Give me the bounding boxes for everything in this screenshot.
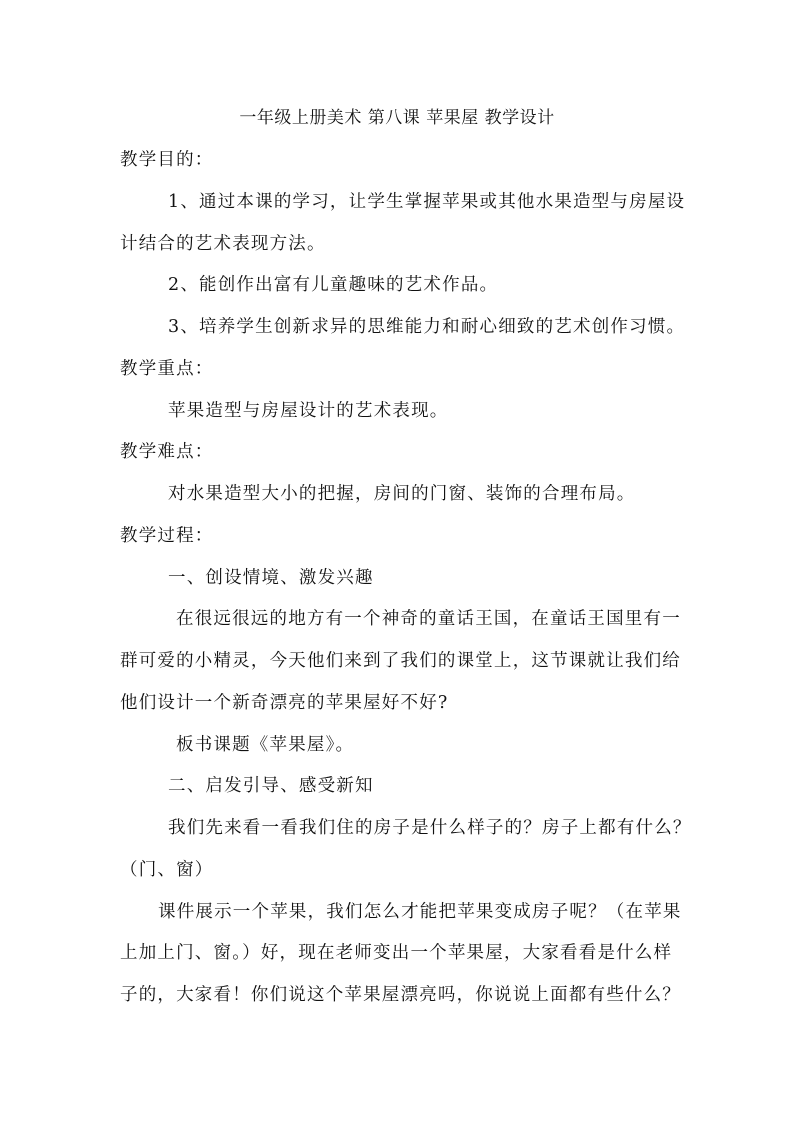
key-points-text: 苹果造型与房屋设计的艺术表现。 — [168, 401, 449, 421]
section-1-para-line-2: 群可爱的小精灵，今天他们来到了我们的课堂上，这节课就让我们给 — [120, 651, 681, 671]
heading-key-points: 教学重点： — [120, 359, 214, 379]
section-2-para-1-line-2: （门、窗） — [120, 860, 214, 880]
blackboard-title: 板书课题《苹果屋》。 — [176, 735, 355, 755]
goal-1-line-2: 计结合的艺术表现方法。 — [120, 234, 326, 254]
section-1-para-line-1: 在很远很远的地方有一个神奇的童话王国，在童话王国里有一 — [176, 609, 681, 629]
section-2-para-1-line-1: 我们先来看一看我们住的房子是什么样子的？房子上都有什么？ — [168, 818, 692, 838]
section-1-heading: 一、创设情境、激发兴趣 — [168, 568, 374, 588]
section-2-para-2-line-3: 子的，大家看！你们说这个苹果屋漂亮吗，你说说上面都有些什么？ — [120, 985, 681, 1005]
document-title: 一年级上册美术 第八课 苹果屋 教学设计 — [239, 108, 555, 128]
difficulties-text: 对水果造型大小的把握，房间的门窗、装饰的合理布局。 — [168, 484, 636, 504]
heading-teaching-goals: 教学目的： — [120, 150, 214, 170]
section-2-para-2-line-1: 课件展示一个苹果，我们怎么才能把苹果变成房子呢？（在苹果 — [158, 902, 682, 922]
section-1-para-line-3: 他们设计一个新奇漂亮的苹果屋好不好? — [120, 693, 449, 713]
heading-process: 教学过程： — [120, 526, 214, 546]
goal-2: 2、能创作出富有儿童趣味的艺术作品。 — [168, 275, 499, 295]
goal-1-line-1: 1、通过本课的学习，让学生掌握苹果或其他水果造型与房屋设 — [168, 192, 686, 212]
goal-3: 3、培养学生创新求异的思维能力和耐心细致的艺术创作习惯。 — [168, 317, 686, 337]
section-2-heading: 二、启发引导、感受新知 — [168, 776, 374, 796]
heading-difficulties: 教学难点： — [120, 442, 214, 462]
section-2-para-2-line-2: 上加上门、窗。）好，现在老师变出一个苹果屋，大家看看是什么样 — [120, 943, 673, 963]
